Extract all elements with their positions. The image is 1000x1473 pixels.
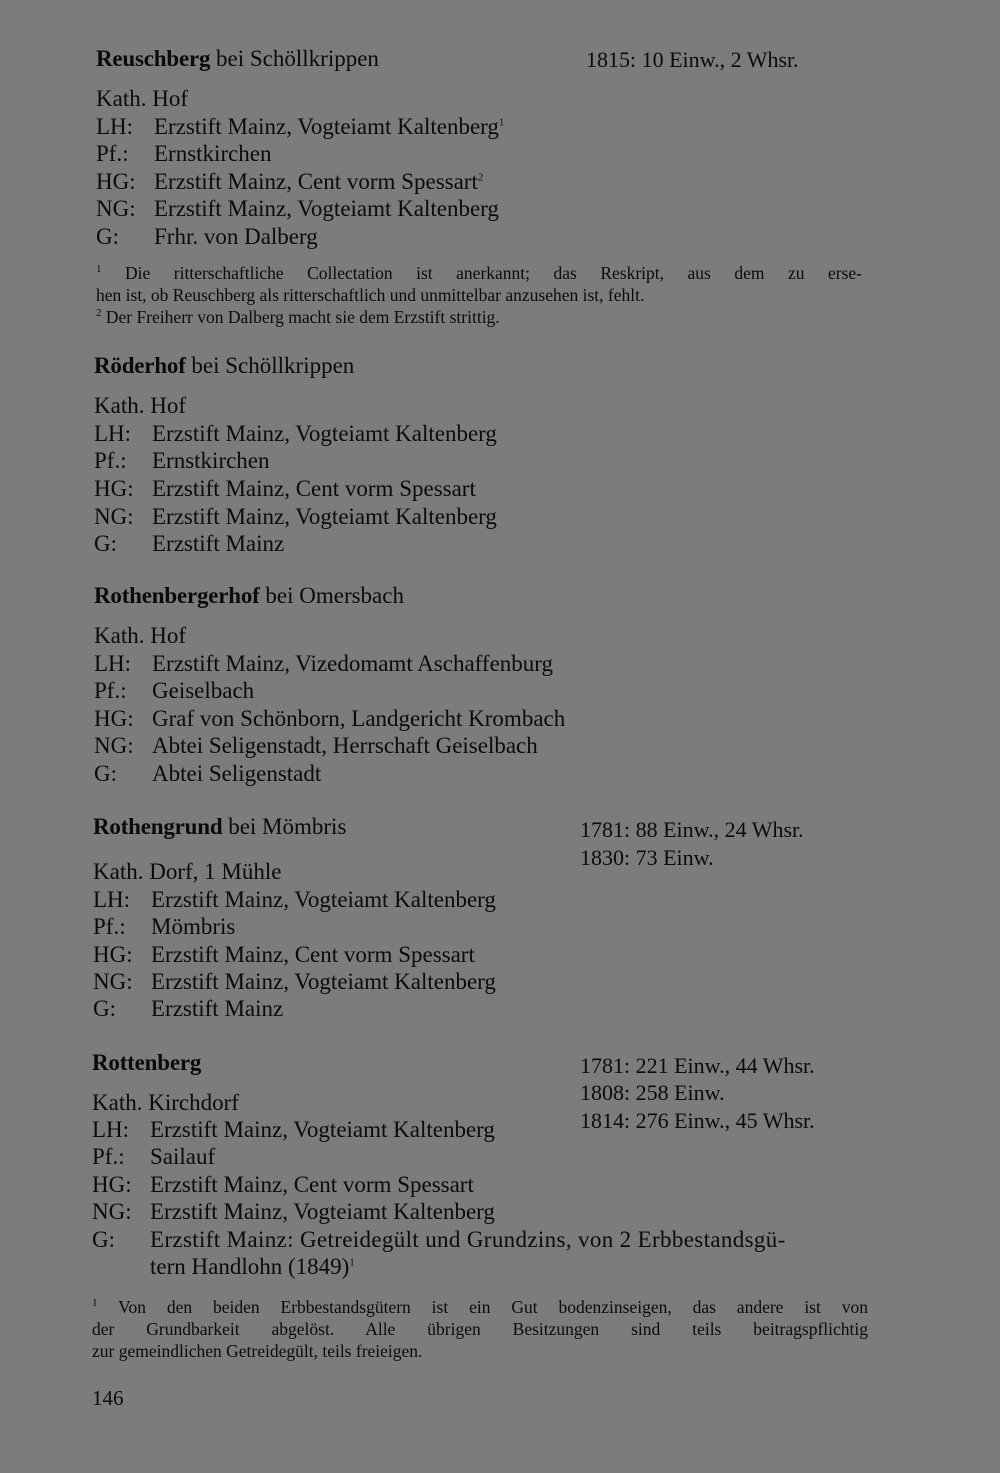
footnote-1 xyxy=(96,262,862,328)
line-text: Ernstkirchen xyxy=(154,141,272,166)
line-label: Pf.: xyxy=(94,678,127,703)
entry-name: Rottenberg xyxy=(92,1050,202,1075)
entry-line-lh xyxy=(96,113,504,141)
line-label: Pf.: xyxy=(96,141,129,166)
footnote-text: Von den beiden Erbbestandsgütern ist ein Gut bodenzinseigen, das andere ist von xyxy=(118,1297,868,1317)
line-label: LH: xyxy=(92,1117,130,1142)
line-text: Erzstift Mainz, Vogteiamt Kaltenberg xyxy=(151,969,496,994)
line-text: Erzstift Mainz, Cent vorm Spessart xyxy=(151,942,475,967)
entry-line-ng xyxy=(92,1198,495,1226)
line-label: NG: xyxy=(92,1199,132,1224)
entry-title-roederhof xyxy=(94,353,354,379)
entry-type: Kath. Kirchdorf xyxy=(92,1090,239,1115)
line-text: Erzstift Mainz, Vogteiamt Kaltenberg xyxy=(154,196,499,221)
line-text: Erzstift Mainz, Vogteiamt Kaltenberg xyxy=(152,421,497,446)
entry-line-lh xyxy=(94,650,553,678)
line-label: Pf.: xyxy=(94,448,127,473)
entry-line-continuation xyxy=(150,1253,355,1281)
line-label: G: xyxy=(94,761,117,786)
entry-location: bei Schöllkrippen xyxy=(191,353,355,378)
entry-line-hg xyxy=(94,705,565,733)
footnote-continuation: zur gemeindlichen Getreidegült, teils freieigen. xyxy=(92,1341,423,1361)
entry-line-pf xyxy=(94,447,270,475)
line-label: HG: xyxy=(93,942,133,967)
footnote-number: 1 xyxy=(96,263,102,276)
line-label: LH: xyxy=(93,887,131,912)
line-text: Erzstift Mainz, Vogteiamt Kaltenberg xyxy=(150,1199,495,1224)
footnote-text: Der Freiherr von Dalberg macht sie dem Erzstift strittig. xyxy=(105,307,500,327)
population-line: 1808: 258 Einw. xyxy=(580,1080,725,1105)
line-label: HG: xyxy=(96,169,136,194)
line-text: Abtei Seligenstadt, Herrschaft Geiselbach xyxy=(152,733,538,758)
entry-type: Kath. Hof xyxy=(96,86,188,111)
population-line: 1781: 221 Einw., 44 Whsr. xyxy=(580,1053,815,1078)
line-label: NG: xyxy=(94,504,134,529)
footnote-rottenberg xyxy=(92,1296,868,1362)
footnote-marker: 2 xyxy=(477,171,484,184)
population-line: 1815: 10 Einw., 2 Whsr. xyxy=(586,47,799,72)
footnote-continuation: hen ist, ob Reuschberg als ritterschaftlich und unmittelbar anzusehen ist, fehlt. xyxy=(96,285,645,305)
line-label: G: xyxy=(96,224,119,249)
entry-name: Reuschberg xyxy=(96,46,211,71)
footnote-continuation: der Grundbarkeit abgelöst. Alle übrigen Besitzungen sind teils beitragspflichtig xyxy=(92,1319,868,1339)
page-number: 146 xyxy=(92,1386,124,1410)
line-text: Sailauf xyxy=(150,1144,216,1169)
entry-line-g xyxy=(94,530,284,558)
population-line: 1814: 276 Einw., 45 Whsr. xyxy=(580,1108,815,1133)
entry-line-g xyxy=(96,223,318,251)
entry-line-g xyxy=(92,1226,872,1254)
entry-name: Rothengrund xyxy=(93,814,223,839)
entry-line-lh xyxy=(94,420,497,448)
footnote-text: Die ritterschaftliche Collectation ist anerkannt; das Reskript, aus dem zu erse- xyxy=(125,263,863,283)
line-label: HG: xyxy=(94,476,134,501)
footnote-marker: 1 xyxy=(349,1256,355,1269)
line-text: Frhr. von Dalberg xyxy=(154,224,318,249)
line-text: tern Handlohn (1849) xyxy=(150,1254,350,1279)
line-text: Erzstift Mainz, Vogteiamt Kaltenberg xyxy=(154,114,499,139)
line-label: Pf.: xyxy=(93,914,126,939)
line-label: LH: xyxy=(94,651,132,676)
entry-line-g xyxy=(93,995,283,1023)
line-label: NG: xyxy=(94,733,134,758)
entry-title-rottenberg xyxy=(92,1050,201,1076)
line-text: Erzstift Mainz, Vogteiamt Kaltenberg xyxy=(151,887,496,912)
line-text: Erzstift Mainz: Getreidegült und Grundzins, von 2 Erbbestandsgü- xyxy=(150,1227,786,1252)
line-label: NG: xyxy=(93,969,133,994)
line-label: LH: xyxy=(96,114,134,139)
line-label: HG: xyxy=(94,706,134,731)
entry-line-pf xyxy=(93,913,235,941)
entry-line-pf xyxy=(96,140,272,168)
line-text: Geiselbach xyxy=(152,678,255,703)
line-label: NG: xyxy=(96,196,136,221)
entry-location: bei Schöllkrippen xyxy=(216,46,379,71)
footnote-marker: 1 xyxy=(498,116,505,129)
line-text: Erzstift Mainz, Vogteiamt Kaltenberg xyxy=(150,1117,495,1142)
entry-title-rothengrund xyxy=(93,814,346,840)
line-label: LH: xyxy=(94,421,132,446)
line-text: Erzstift Mainz, Vogteiamt Kaltenberg xyxy=(152,504,497,529)
entry-line-hg xyxy=(93,941,475,969)
entry-line-pf xyxy=(94,677,254,705)
population-line: 1781: 88 Einw., 24 Whsr. xyxy=(580,817,804,842)
entry-location: bei Omersbach xyxy=(265,583,404,608)
line-text: Abtei Seligenstadt xyxy=(152,761,322,786)
line-text: Mömbris xyxy=(151,914,236,939)
line-text: Erzstift Mainz, Cent vorm Spessart xyxy=(150,1172,474,1197)
population-line: 1830: 73 Einw. xyxy=(580,845,714,870)
line-text: Ernstkirchen xyxy=(152,448,270,473)
line-text: Graf von Schönborn, Landgericht Krombach xyxy=(152,706,566,731)
footnote-number: 2 xyxy=(96,307,102,320)
entry-title-rothenbergerhof xyxy=(94,583,404,609)
entry-type: Kath. Hof xyxy=(94,623,186,648)
entry-type: Kath. Dorf, 1 Mühle xyxy=(93,859,282,884)
entry-line-ng xyxy=(93,968,496,996)
line-text: Erzstift Mainz, Cent vorm Spessart xyxy=(154,169,478,194)
line-label: Pf.: xyxy=(92,1144,125,1169)
line-label: HG: xyxy=(92,1172,132,1197)
entry-line-hg xyxy=(96,168,483,196)
entry-line-g xyxy=(94,760,321,788)
entry-line-pf xyxy=(92,1143,215,1171)
line-text: Erzstift Mainz xyxy=(151,996,284,1021)
line-label: G: xyxy=(93,996,116,1021)
footnote-number: 1 xyxy=(92,1297,98,1310)
line-label: G: xyxy=(92,1227,115,1252)
entry-line-ng xyxy=(94,503,497,531)
entry-name: Röderhof xyxy=(94,353,186,378)
entry-line-hg xyxy=(94,475,476,503)
entry-line-lh xyxy=(93,886,496,914)
entry-line-ng xyxy=(96,195,499,223)
entry-name: Rothenbergerhof xyxy=(94,583,260,608)
entry-location: bei Mömbris xyxy=(228,814,347,839)
line-text: Erzstift Mainz xyxy=(152,531,285,556)
line-text: Erzstift Mainz, Cent vorm Spessart xyxy=(152,476,476,501)
line-label: G: xyxy=(94,531,117,556)
entry-title-reuschberg xyxy=(96,46,379,72)
entry-line-ng xyxy=(94,732,538,760)
entry-type: Kath. Hof xyxy=(94,393,186,418)
line-text: Erzstift Mainz, Vizedomamt Aschaffenburg xyxy=(152,651,554,676)
entry-line-lh xyxy=(92,1116,495,1144)
entry-line-hg xyxy=(92,1171,474,1199)
